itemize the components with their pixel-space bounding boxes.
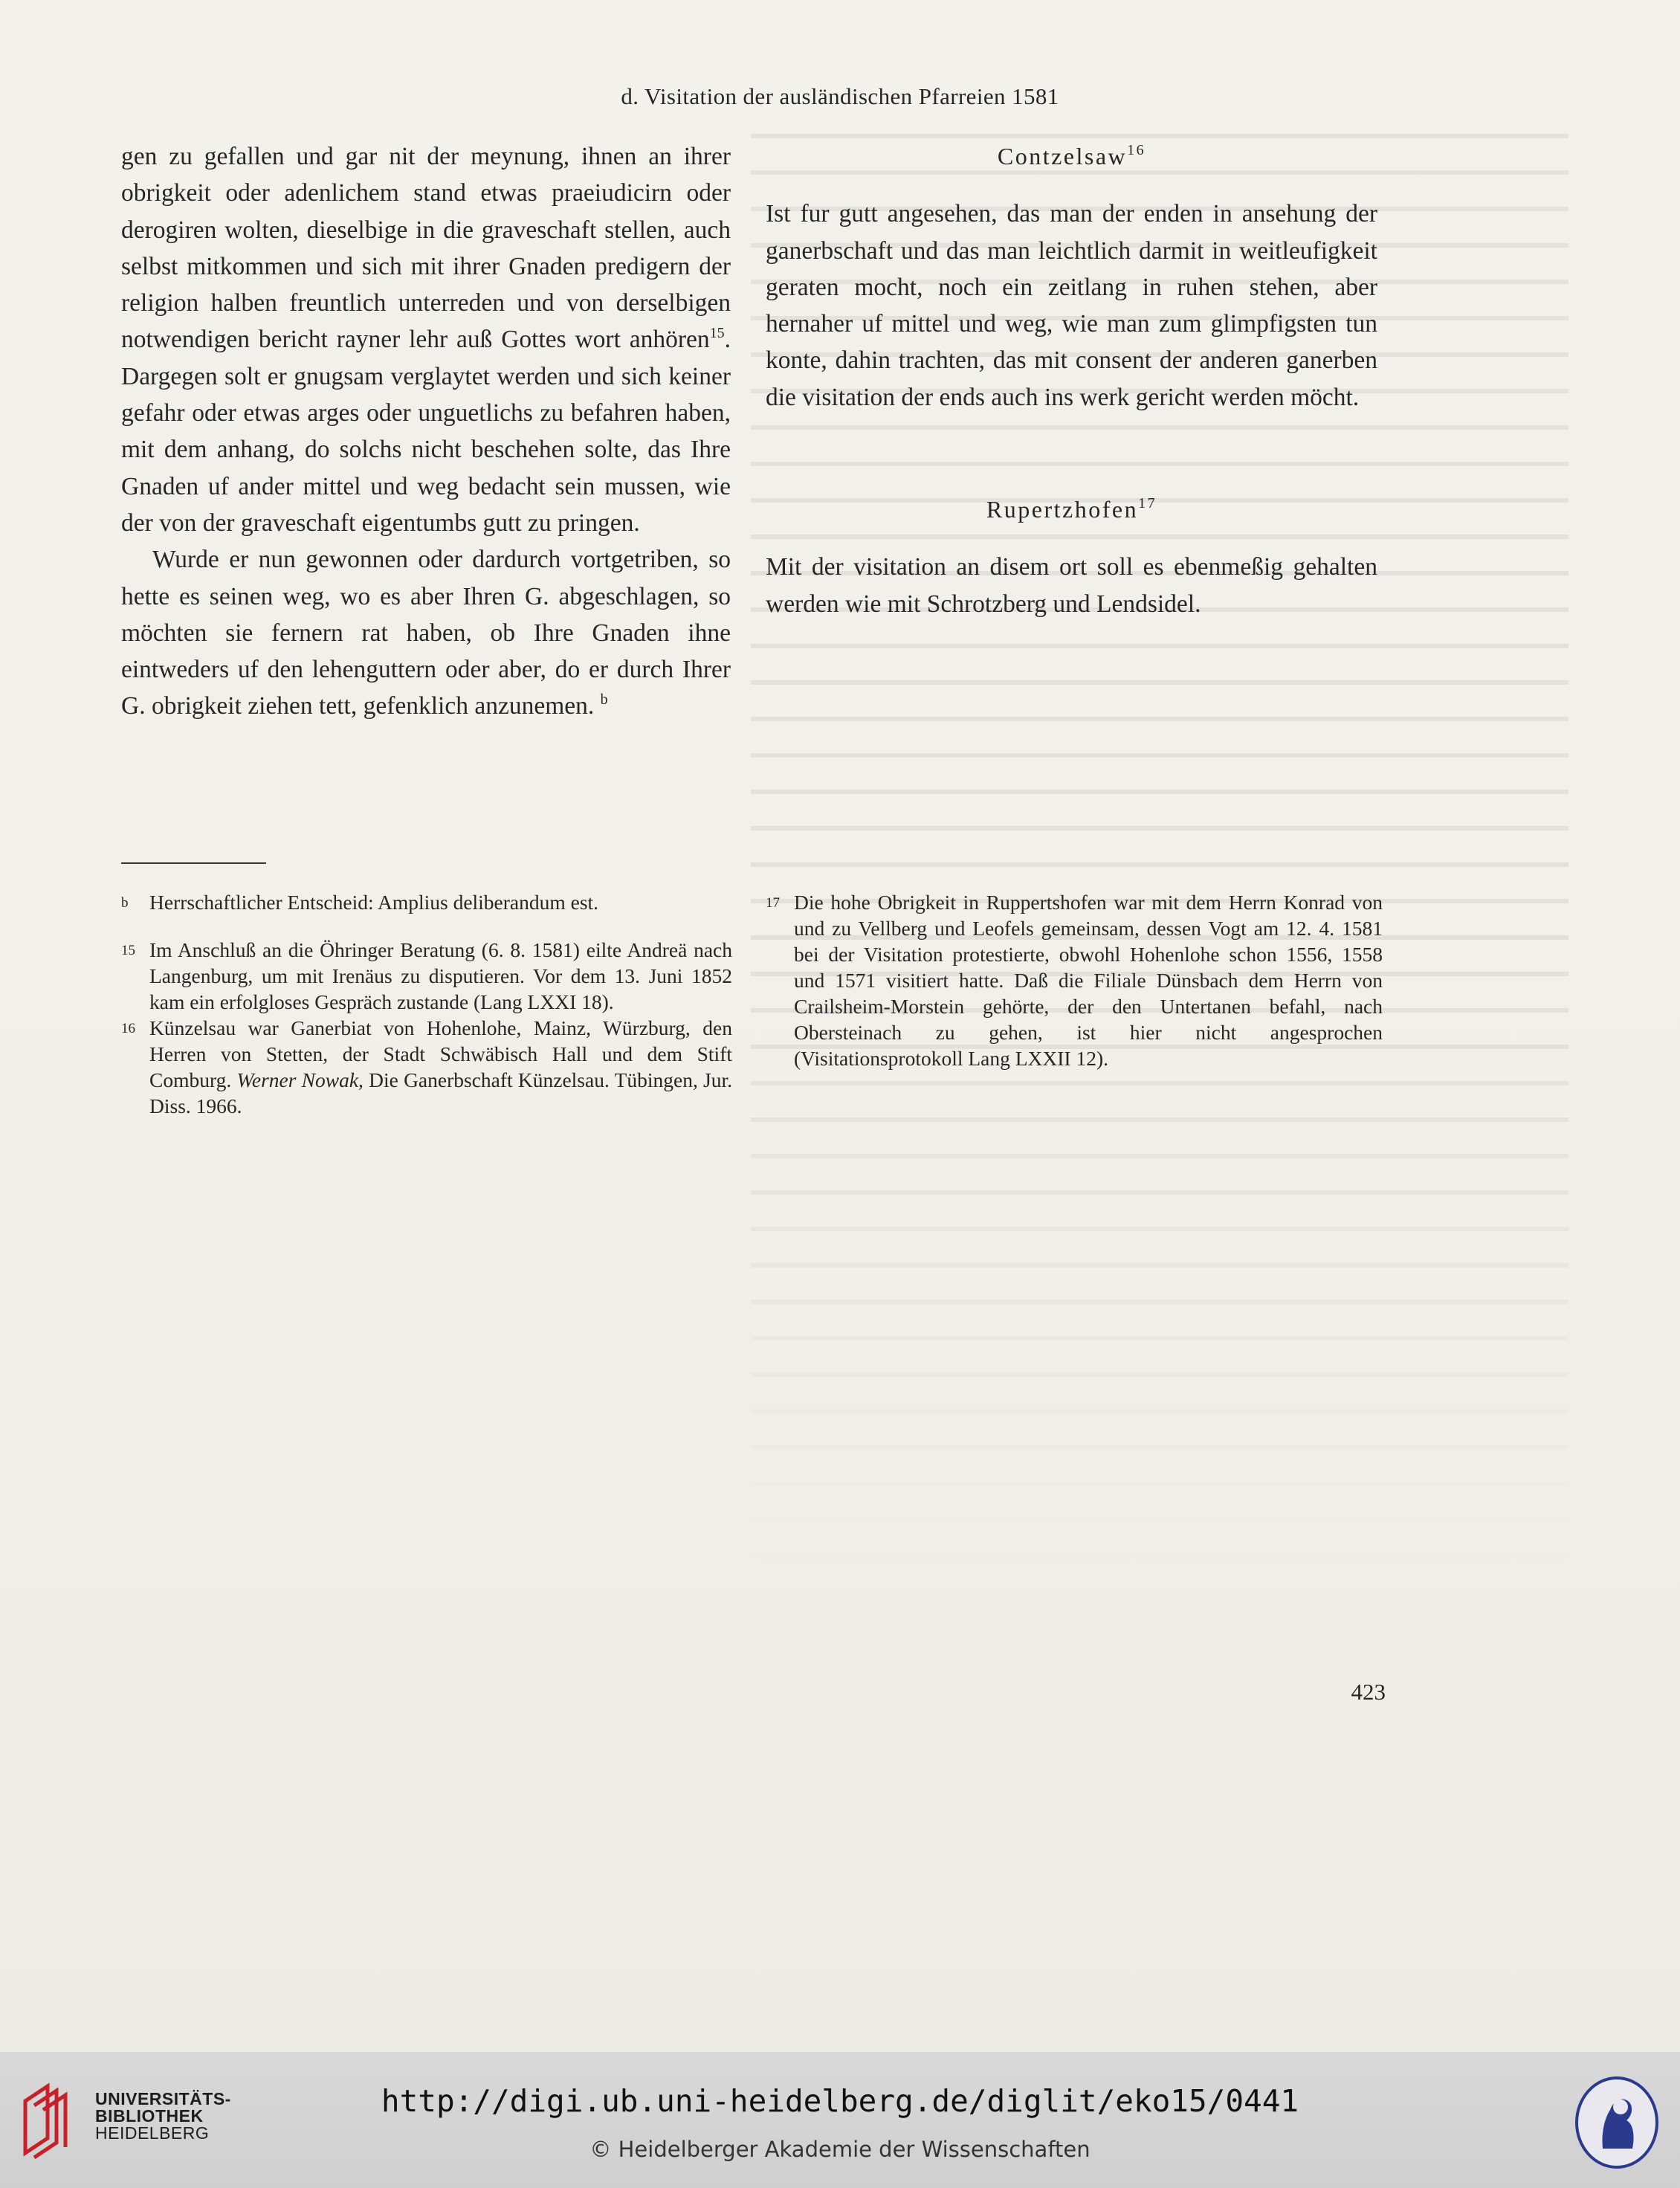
footnote-ref-15[interactable]: 15: [709, 325, 725, 342]
left-paragraph-2-text: Wurde er nun gewonnen oder dardurch vortgetriben, so hette es seinen weg, wo es aber Ihren G. abgeschlagen, so möchten sie fernern rat haben, ob Ihre Gnaden ihne eintweders uf den lehenguttern oder aber, do er durch Ihrer G. obrigkeit ziehen tett, gefenklich anzunemen.: [121, 546, 731, 720]
library-name-line: BIBLIOTHEK: [95, 2106, 204, 2126]
footnote-b: [121, 889, 732, 916]
footnote-15: [121, 937, 732, 1015]
footnote-author-name: Werner Nowak,: [236, 1068, 364, 1091]
footnote-ref-16[interactable]: 16: [1127, 142, 1146, 158]
document-url-link[interactable]: http://digi.ub.uni-heidelberg.de/diglit/eko15/0441: [381, 2083, 1299, 2119]
footnotes-right: [766, 889, 1383, 1071]
copyright-notice: © Heidelberger Akademie der Wissenschaften: [589, 2137, 1091, 2162]
library-name-line: UNIVERSITÄTS-: [95, 2089, 231, 2108]
left-column: [121, 138, 731, 725]
footnote-16: [121, 1015, 732, 1119]
footnote-ref-17[interactable]: 17: [1138, 495, 1157, 512]
left-paragraph-1-text: gen zu gefallen und gar nit der meynung, ihnen an ihrer obrigkeit oder adenlichem stand etwas praeiudicirn oder derogiren wolten, dieselbige in die graveschaft stellen, auch selbst mitkommen und sich mit ihrer Gnaden predigern der religion halben freuntlich unterreden und von derselbigen notwendigen bericht rayner lehr auß Gottes wort anhören: [121, 143, 731, 354]
footnote-text: Die hohe Obrigkeit in Ruppertshofen war mit dem Herrn Konrad von und zu Vellberg und Leofels gemeinsam, dessen Vogt am 12. 4. 1581 bei der Visitation protestierte, obwohl Hohenlohe schon 1556, 1558 und 1571 visitiert hatte. Daß die Filiale Dünsbach dem Herrn von Crailsheim-Morstein gehörte, der den Untertanen befahl, nach Obersteinach zu gehen, ist hier nicht angesprochen (Visitationsprotokoll Lang LXXII 12).: [794, 891, 1383, 1070]
footnote-text: Im Anschluß an die Öhringer Beratung (6. 8. 1581) eilte Andreä nach Langenburg, um mit Irenäus zu disputieren. Vor dem 13. Juni 1852 kam ein erfolgloses Gespräch zustande (Lang LXXI 18).: [149, 938, 732, 1013]
footnote-text: Herrschaftlicher Entscheid: Amplius deliberandum est.: [149, 891, 599, 914]
footnote-text-part: Künzelsau war Ganerbiat von Hohenlohe, Mainz, Würzburg, den Herren von Stetten, der Stadt Schwäbisch Hall und dem Stift Comburg.: [149, 1016, 732, 1091]
right-column: [766, 138, 1377, 622]
spacer: [766, 416, 1377, 491]
viewer-footer-bar: [0, 2052, 1680, 2188]
left-paragraph-1-continuation: . Dargegen solt er gnugsam verglaytet werden und sich keiner gefahr oder etwas arges oder unguetlichs zu befahren haben, mit dem anhang, do solchs nicht beschehen solte, das Ihre Gnaden uf ander mittel und weg bedacht sein mussen, wie der von der graveschaft eigentumbs gutt zu pringen.: [121, 326, 731, 537]
footnote-mark: b: [121, 895, 129, 911]
spacer: [766, 175, 1377, 196]
section-heading-contzelsaw-text: Contzelsaw: [997, 143, 1128, 170]
footnote-separator-rule: [121, 862, 266, 864]
section-heading-rupertzhofen: [766, 491, 1377, 528]
footnote-17: [766, 889, 1383, 1071]
section-heading-rupertzhofen-text: Rupertzhofen: [986, 496, 1139, 523]
footnote-mark: 15: [121, 943, 135, 958]
footnote-ref-b[interactable]: b: [600, 691, 608, 709]
spacer: [766, 528, 1377, 549]
library-name-line: HEIDELBERG: [95, 2123, 210, 2143]
left-paragraph-1: [121, 138, 731, 541]
section-heading-contzelsaw: [766, 138, 1377, 175]
page-number: 423: [1351, 1679, 1386, 1705]
footnote-text-part: Die Ganerbschaft Künzelsau. Tübingen, Jur. Diss. 1966.: [149, 1068, 733, 1117]
right-paragraph-1: Ist fur gutt angesehen, das man der enden in ansehung der ganerbschaft und das man leichtlich darmit in weitleufigkeit geraten mocht, noch ein zeitlang in ruhen stehen, aber hernaher uf mittel und weg, wie man zum glimpfigsten tun konte, dahin trachten, das mit consent der anderen ganerben die visitation der ends auch ins werk gericht werden möcht.: [766, 200, 1377, 411]
footnote-mark: 16: [121, 1021, 135, 1036]
right-paragraph-2: Mit der visitation an disem ort soll es ebenmeßig gehalten werden wie mit Schrotzberg und Lendsidel.: [766, 553, 1377, 618]
footnote-text: [149, 1015, 732, 1119]
running-head: d. Visitation der ausländischen Pfarreien 1581: [621, 83, 1059, 109]
footnote-mark: 17: [766, 895, 780, 911]
academy-seal-icon[interactable]: [1573, 2074, 1661, 2171]
left-paragraph-2: [121, 541, 731, 724]
footnotes-left: [121, 889, 732, 1119]
